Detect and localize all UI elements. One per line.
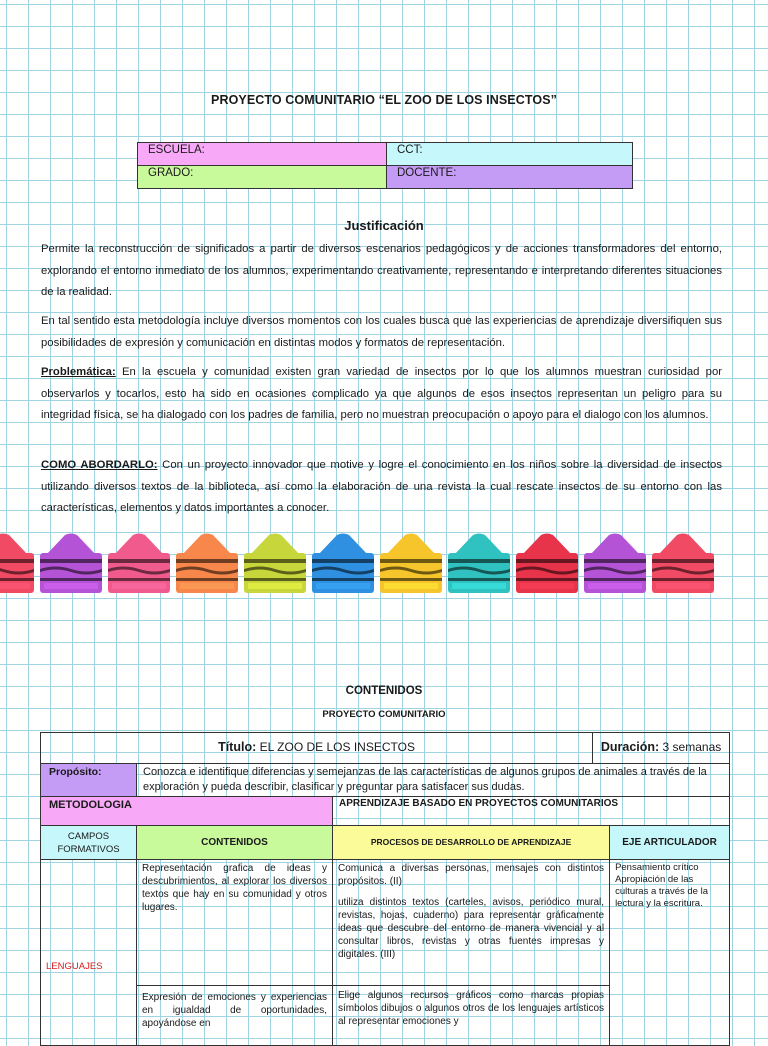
crayon-6 bbox=[312, 534, 374, 594]
row1-proceso-b: utiliza distintos textos (carteles, avisos, periódico mural, revistas, hojas, cuaderno) para representar gráficamente ideas que descubre del entorno de manera vivencial y al consultar libros, revistas y otras fuentes impresas y digitales. (III) bbox=[338, 897, 605, 960]
crayon-10 bbox=[584, 534, 646, 594]
row1-proceso-a: Comunica a diversas personas, mensajes con distintos propósitos. (II) bbox=[338, 863, 605, 887]
titulo-row bbox=[41, 733, 730, 764]
problematica-label: Problemática: bbox=[41, 366, 116, 378]
metodologia-value: APRENDIZAJE BASADO EN PROYECTOS COMUNITARIOS bbox=[333, 797, 730, 826]
row1-contenido: Representación grafica de ideas y descubrimientos, al explorar los diversos textos que hay en su comunidad y otros lugares. bbox=[137, 860, 333, 986]
document-title: PROYECTO COMUNITARIO “EL ZOO DE LOS INSECTOS” bbox=[211, 93, 557, 107]
crayon-2 bbox=[40, 534, 102, 594]
row1-eje bbox=[610, 860, 730, 1046]
problematica-text: En la escuela y comunidad existen gran variedad de insectos por lo que los alumnos muestran curiosidad por observarlos y tocarlos, esto ha sido en ocasiones complicado ya que algunos de esos insectos representan un peligro para su integridad física, se ha dialogado con los padres de familia, pero no muestran preocupación o apoyo para el dialogo con los alumnos. bbox=[41, 366, 722, 421]
problematica-paragraph bbox=[41, 362, 722, 427]
row1-eje-a: Pensamiento crítico bbox=[615, 862, 699, 873]
crayon-border-decoration bbox=[0, 533, 768, 595]
contenidos-table bbox=[40, 732, 730, 1046]
row1-eje-b: Apropiación de las culturas a través de la lectura y la escritura. bbox=[615, 874, 708, 909]
school-info-table bbox=[137, 142, 633, 189]
crayon-9 bbox=[516, 534, 578, 594]
duracion-cell bbox=[593, 733, 730, 764]
crayon-4 bbox=[176, 534, 238, 594]
crayon-1 bbox=[0, 534, 34, 594]
abordarlo-paragraph bbox=[41, 455, 722, 520]
abordarlo-label: COMO ABORDARLO: bbox=[41, 459, 158, 471]
contenidos-header: CONTENIDOS bbox=[137, 826, 333, 860]
procesos-header: PROCESOS DE DESARROLLO DE APRENDIZAJE bbox=[333, 826, 610, 860]
duracion-value: 3 semanas bbox=[659, 740, 722, 754]
cct-field: CCT: bbox=[387, 143, 633, 166]
metodologia-label: METODOLOGIA bbox=[41, 797, 333, 826]
metodologia-row bbox=[41, 797, 730, 826]
justificacion-paragraph-1: Permite la reconstrucción de significados a partir de diversos escenarios pedagógicos y de acciones transformadores del entorno, explorando el entorno inmediato de los alumnos, experimentando creativamente, representando e interpretando diferentes situaciones de la realidad. bbox=[41, 243, 722, 298]
titulo-label: Título: bbox=[218, 740, 257, 754]
campo-lenguajes-label: LENGUAJES bbox=[46, 961, 103, 972]
campos-formativos-header: CAMPOS FORMATIVOS bbox=[41, 826, 137, 860]
crayon-8 bbox=[448, 534, 510, 594]
row1-procesos bbox=[333, 860, 610, 986]
eje-articulador-header: EJE ARTICULADOR bbox=[610, 826, 730, 860]
row2-proceso: Elige algunos recursos gráficos como marcas propias símbolos dibujos o algunos otros de los lenguajes artísticos al representar emociones y bbox=[333, 986, 610, 1046]
crayon-7 bbox=[380, 534, 442, 594]
row2-contenido: Expresión de emociones y experiencias en igualdad de oportunidades, apoyándose en bbox=[137, 986, 333, 1046]
titulo-value: EL ZOO DE LOS INSECTOS bbox=[256, 740, 415, 754]
abordarlo-text: Con un proyecto innovador que motive y logre el conocimiento en los niños sobre la diversidad de insectos utilizando diversos textos de la biblioteca, así como la elaboración de una revista la cual rescate insectos de su entorno con las características, elementos y datos importantes a conocer. bbox=[41, 459, 722, 514]
grado-field: GRADO: bbox=[138, 166, 387, 189]
header-row bbox=[41, 826, 730, 860]
titulo-cell bbox=[41, 733, 593, 764]
crayon-5 bbox=[244, 534, 306, 594]
proposito-row bbox=[41, 764, 730, 797]
campo-lenguajes bbox=[41, 860, 137, 1046]
contenidos-heading: CONTENIDOS bbox=[345, 685, 423, 697]
docente-field: DOCENTE: bbox=[387, 166, 633, 189]
proposito-text: Conozca e identifique diferencias y semejanzas de las características de algunos grupos de animales a través de la exploración y pueda describir, clasificar y preguntar para satisfacer sus dudas. bbox=[137, 764, 730, 797]
proposito-label: Propósito: bbox=[41, 764, 137, 797]
justificacion-paragraph-2: En tal sentido esta metodología incluye diversos momentos con los cuales busca que las experiencias de aprendizaje diversifiquen sus posibilidades de expresión y comunicación en distintas modos y formatos de representación. bbox=[41, 315, 722, 349]
justificacion-heading: Justificación bbox=[344, 218, 424, 233]
table-row bbox=[41, 860, 730, 986]
crayon-11 bbox=[652, 534, 714, 594]
escuela-field: ESCUELA: bbox=[138, 143, 387, 166]
proyecto-subheading: PROYECTO COMUNITARIO bbox=[322, 709, 446, 720]
duracion-label: Duración: bbox=[600, 740, 660, 754]
crayon-3 bbox=[108, 534, 170, 594]
